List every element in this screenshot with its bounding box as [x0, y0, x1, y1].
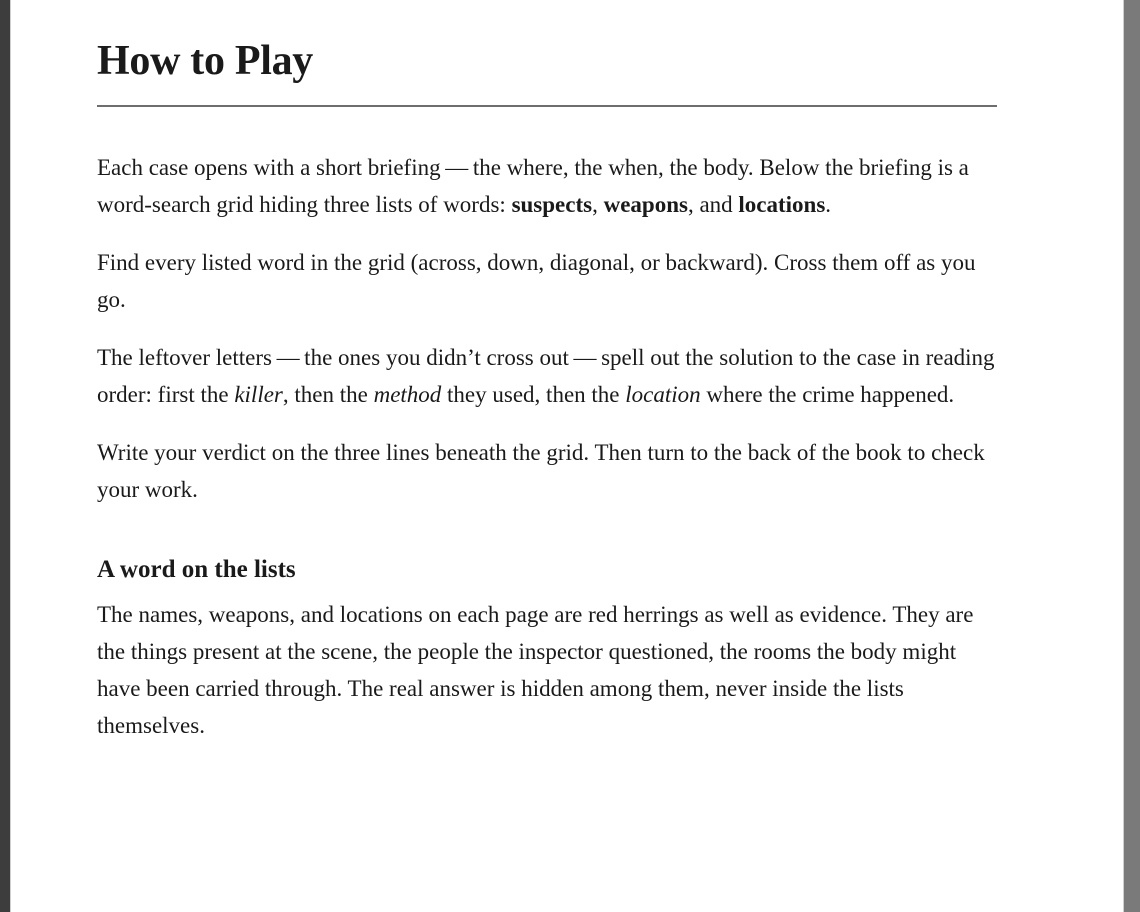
page-title: How to Play — [97, 38, 314, 84]
text-segment: The leftover letters — the ones you didn’t cross out — spell out the solution to the case in reading order: first the — [97, 345, 995, 407]
paragraph-leftover-letters — [97, 339, 997, 413]
viewer-left-edge — [0, 0, 10, 912]
paragraph-briefing — [97, 149, 997, 223]
text-segment: suspects — [511, 192, 593, 217]
title-divider — [97, 105, 997, 107]
text-segment: , and — [687, 192, 739, 217]
text-segment: method — [373, 382, 442, 407]
paragraph-verdict — [97, 434, 997, 508]
text-segment: Write your verdict on the three lines beneath the grid. Then turn to the back of the book to check your work. — [97, 440, 985, 502]
paragraph-find-words — [97, 244, 997, 318]
section-heading-lists: A word on the lists — [97, 556, 296, 583]
viewer-right-edge — [1124, 0, 1140, 912]
text-segment: they used, then the — [441, 382, 626, 407]
text-segment: where the crime happened. — [700, 382, 955, 407]
text-segment: Each case opens with a short briefing — the where, the when, the body. Below the briefing is a word-search grid hiding three lists of words: — [97, 155, 969, 217]
text-segment: locations — [738, 192, 826, 217]
document-page — [10, 0, 1124, 912]
paragraph-lists: The names, weapons, and locations on each page are red herrings as well as evidence. They are the things present at the scene, the people the inspector questioned, the rooms the body might have been carried through. The real answer is hidden among them, never inside the lists themselves. — [97, 602, 974, 738]
text-segment: . — [825, 192, 832, 217]
text-segment: location — [625, 382, 701, 407]
text-segment: , — [592, 192, 604, 217]
page-content — [97, 0, 997, 744]
text-segment: Find every listed word in the grid (across, down, diagonal, or backward). Cross them off as you go. — [97, 250, 976, 312]
text-segment: killer — [234, 382, 283, 407]
text-segment: weapons — [603, 192, 688, 217]
text-segment: , then the — [282, 382, 374, 407]
